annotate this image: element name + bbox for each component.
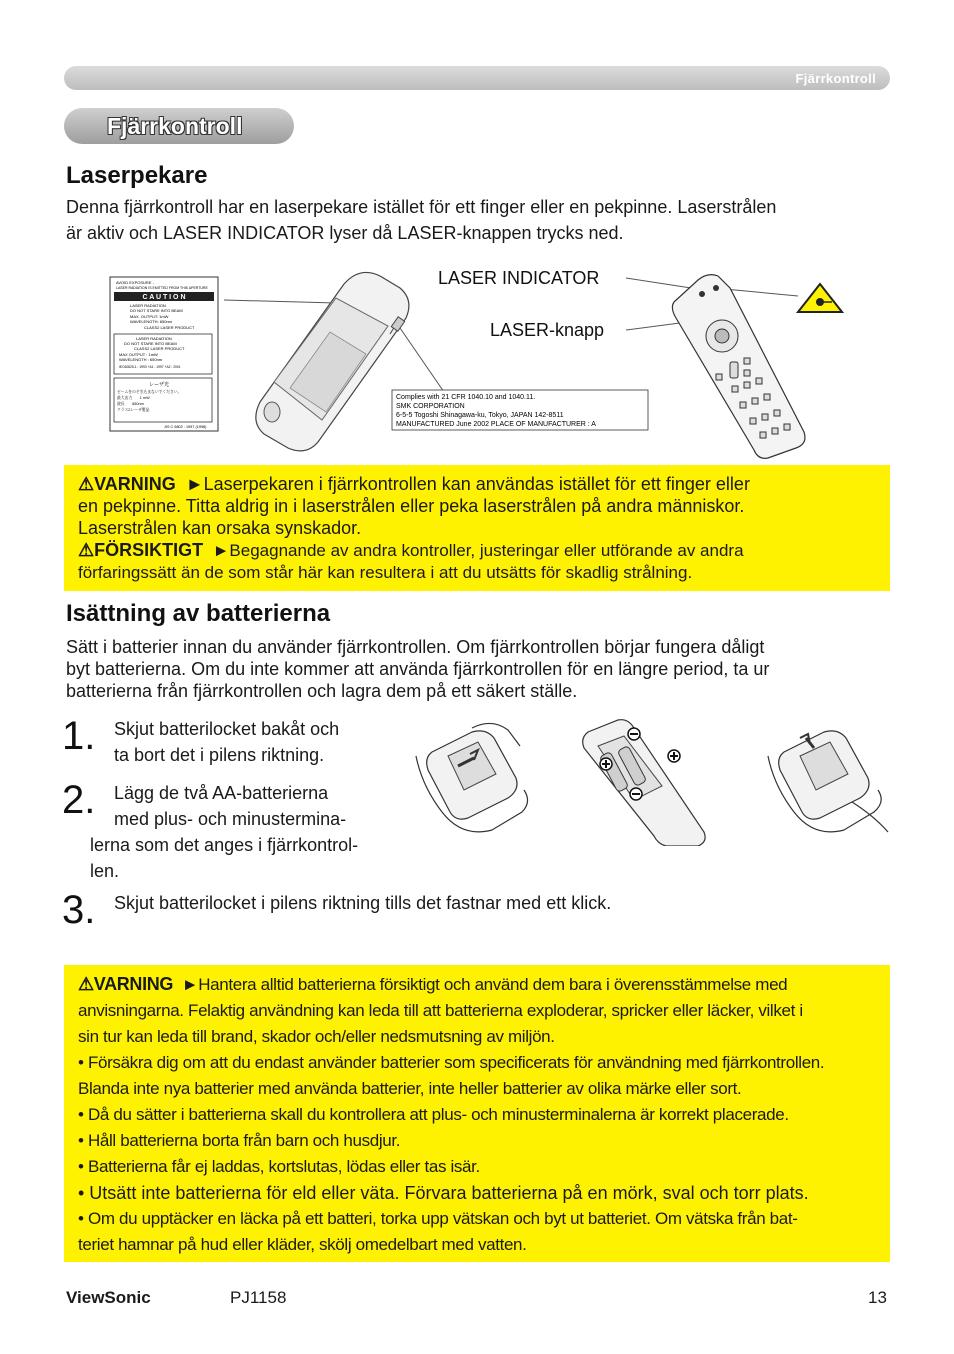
warning-line1: ►Laserpekaren i fjärrkontrollen kan användas istället för ett finger eller (185, 474, 750, 494)
caution-line: AVOID EXPOSURE - (116, 280, 154, 285)
caution-line: LASER RADIATION (136, 336, 172, 341)
laser-illustration (104, 262, 844, 462)
caution-line: DO NOT STARE INTO BEAM (124, 341, 177, 346)
caution-line: MAX OUTPUT : 1mW (119, 352, 158, 357)
warning2-line7: • Håll batterierna borta från barn och husdjur. (78, 1131, 401, 1150)
caution-jp: JIS C 6802 : 1997 (1998) (164, 425, 207, 429)
step-1-line2: ta bort det i pilens riktning. (114, 745, 325, 765)
step-3-text: Skjut batterilocket i pilens riktning tills det fastnar med ett klick. (114, 893, 612, 913)
caution-line: WAVELENGTH: 650nm (130, 319, 173, 324)
caution-jp: ビームをのぞき込まないでください。 (117, 390, 182, 394)
caution-line2: förfaringssätt än de som står här kan resultera i att du utsätts för skadlig strålning. (78, 563, 693, 582)
step-1-text (114, 716, 404, 768)
battery-heading: Isättning av batterierna (66, 600, 331, 627)
caution-icon: ⚠ (78, 540, 95, 560)
battery-intro-line2: byt batterierna. Om du inte kommer att använda fjärrkontrollen för en längre period, ta ur (66, 659, 770, 679)
step-2-line4: len. (90, 861, 120, 881)
caution-label (110, 277, 218, 431)
warning2-line6: • Då du sätter i batterierna skall du kontrollera att plus- och minusterminalerna är korrekt placerade. (78, 1105, 789, 1124)
compliance-label (392, 390, 648, 430)
footer-brand: ViewSonic (66, 1288, 151, 1307)
laser-heading: Laserpekare (66, 162, 208, 189)
caution-line: LASER RADIATION (130, 303, 166, 308)
remote-front-image (672, 275, 805, 459)
caution-jp: 最大出力 1 mW (117, 396, 150, 400)
caution-title: C A U T I O N (142, 294, 186, 301)
warning-line3: Laserstrålen kan orsaka synskador. (78, 518, 362, 538)
warning2-line8: • Batterierna får ej laddas, kortslutas, lödas eller tas isär. (78, 1157, 480, 1176)
step-2-text-cont (90, 832, 410, 884)
laser-hazard-icon (798, 284, 842, 312)
laser-button-label: LASER-knapp (490, 320, 605, 340)
warning2-line2: anvisningarna. Felaktig användning kan leda till att batterierna exploderar, spricker eller läcker, vilket i (78, 1001, 803, 1020)
caution-jp: クラス2レーザ製品 (117, 408, 150, 412)
remote-back-image (256, 272, 409, 450)
battery-intro-line1: Sätt i batterier innan du använder fjärrkontrollen. Om fjärrkontrollen börjar fungera dåligt (66, 637, 765, 657)
warning2-line11: teriet hamnar på hud eller kläder, skölj omedelbart med vatten. (78, 1235, 527, 1254)
laser-intro (66, 194, 896, 246)
compliance-line: SMK CORPORATION (396, 403, 465, 410)
warning2-icon: ⚠ (78, 974, 94, 994)
warning2-label: VARNING (93, 974, 174, 994)
compliance-line: Complies with 21 CFR 1040.10 and 1040.11. (396, 394, 536, 401)
warning2-line5: Blanda inte nya batterier med använda batterier, inte heller batterier av olika märke eller sort. (78, 1079, 742, 1098)
caution-label: FÖRSIKTIGT (94, 540, 204, 560)
warning2-line9: • Utsätt inte batterierna för eld eller väta. Förvara batterierna på en mörk, sval och torr plats. (78, 1183, 809, 1203)
step-2-line1: Lägg de två AA-batterierna (114, 783, 329, 803)
laser-intro-line1: Denna fjärrkontroll har en laserpekare istället för ett finger eller en pekpinne. Laserstrålen (66, 197, 777, 217)
section-pill-label: Fjärrkontroll (107, 113, 243, 139)
caution-line: DO NOT STARE INTO BEAM (130, 308, 183, 313)
step-2-line2: med plus- och minusterminа- (114, 809, 347, 829)
step-2-line3: lerna som det anges i fjärrkontrol- (90, 835, 359, 855)
laser-warning-box (64, 465, 890, 591)
warning-label: VARNING (94, 474, 176, 494)
caution-line: LASER RADIATION IS EMITTED FROM THIS APERTURE (116, 286, 208, 290)
battery-warning-box (64, 965, 890, 1262)
caution-line: IEC60825-1 : 1993 +A1 : 1997 +A2 : 2001 (119, 365, 181, 369)
step-2-number: 2. (62, 778, 96, 822)
warning2-line10: • Om du upptäcker en läcka på ett batteri, torka upp vätskan och byt ut batteriet. Om vätska från bat- (78, 1209, 798, 1228)
caution-line: MAX. OUTPUT: 1mW (130, 314, 169, 319)
warning2-line4: • Försäkra dig om att du endast använder batterier som specificerats för användning med fjärrkontrollen. (78, 1053, 825, 1072)
step-1-line1: Skjut batterilocket bakåt och (114, 719, 340, 739)
section-pill (64, 108, 294, 144)
caution-jp: 波長 650nm (117, 402, 144, 406)
laser-indicator-label: LASER INDICATOR (438, 268, 600, 288)
warning2-line3: sin tur kan leda till brand, skador och/eller nedsmutsning av miljön. (78, 1027, 555, 1046)
caution-line: CLASS2 LASER PRODUCT (144, 325, 195, 330)
header-bar-label: Fjärrkontroll (795, 71, 876, 86)
compliance-line: 6-5-5 Togoshi Shinagawa-ku, Tokyo, JAPAN 142-8511 (396, 412, 564, 419)
warning2-line1: ►Hantera alltid batterierna försiktigt och använd dem bara i överensstämmelse med (181, 975, 788, 994)
compliance-line: MANUFACTURED June 2002 PLACE OF MANUFACTURER : A (396, 421, 596, 428)
battery-step1-image (416, 723, 528, 831)
step-3-number: 3. (62, 888, 96, 932)
battery-warning-text (78, 971, 888, 1258)
battery-step3-image (768, 731, 888, 832)
caution-jp: レーザ光 (149, 382, 170, 388)
step-1-number: 1. (62, 714, 96, 758)
battery-intro-line3: batterierna från fjärrkontrollen och lagra dem på ett säkert ställe. (66, 681, 578, 701)
laser-warning-text (78, 473, 878, 584)
step-2-text (114, 780, 404, 832)
footer-model: PJ1158 (230, 1288, 287, 1307)
warning-icon: ⚠ (78, 474, 95, 494)
caution-line: WAVELENGTH : 650nm (119, 357, 163, 362)
laser-intro-line2: är aktiv och LASER INDICATOR lyser då LASER-knappen trycks ned. (66, 223, 624, 243)
header-bar (64, 66, 890, 90)
battery-intro (66, 636, 896, 702)
caution-line1: ►Begagnande av andra kontroller, justeringar eller utförande av andra (212, 541, 744, 560)
caution-line: CLASS2 LASER PRODUCT (134, 346, 185, 351)
battery-step2-image (583, 720, 705, 846)
footer-page-number: 13 (868, 1288, 887, 1307)
warning-line2: en pekpinne. Titta aldrig in i laserstrålen eller peka laserstrålen på andra människor. (78, 496, 745, 516)
battery-illustrations (412, 716, 892, 846)
